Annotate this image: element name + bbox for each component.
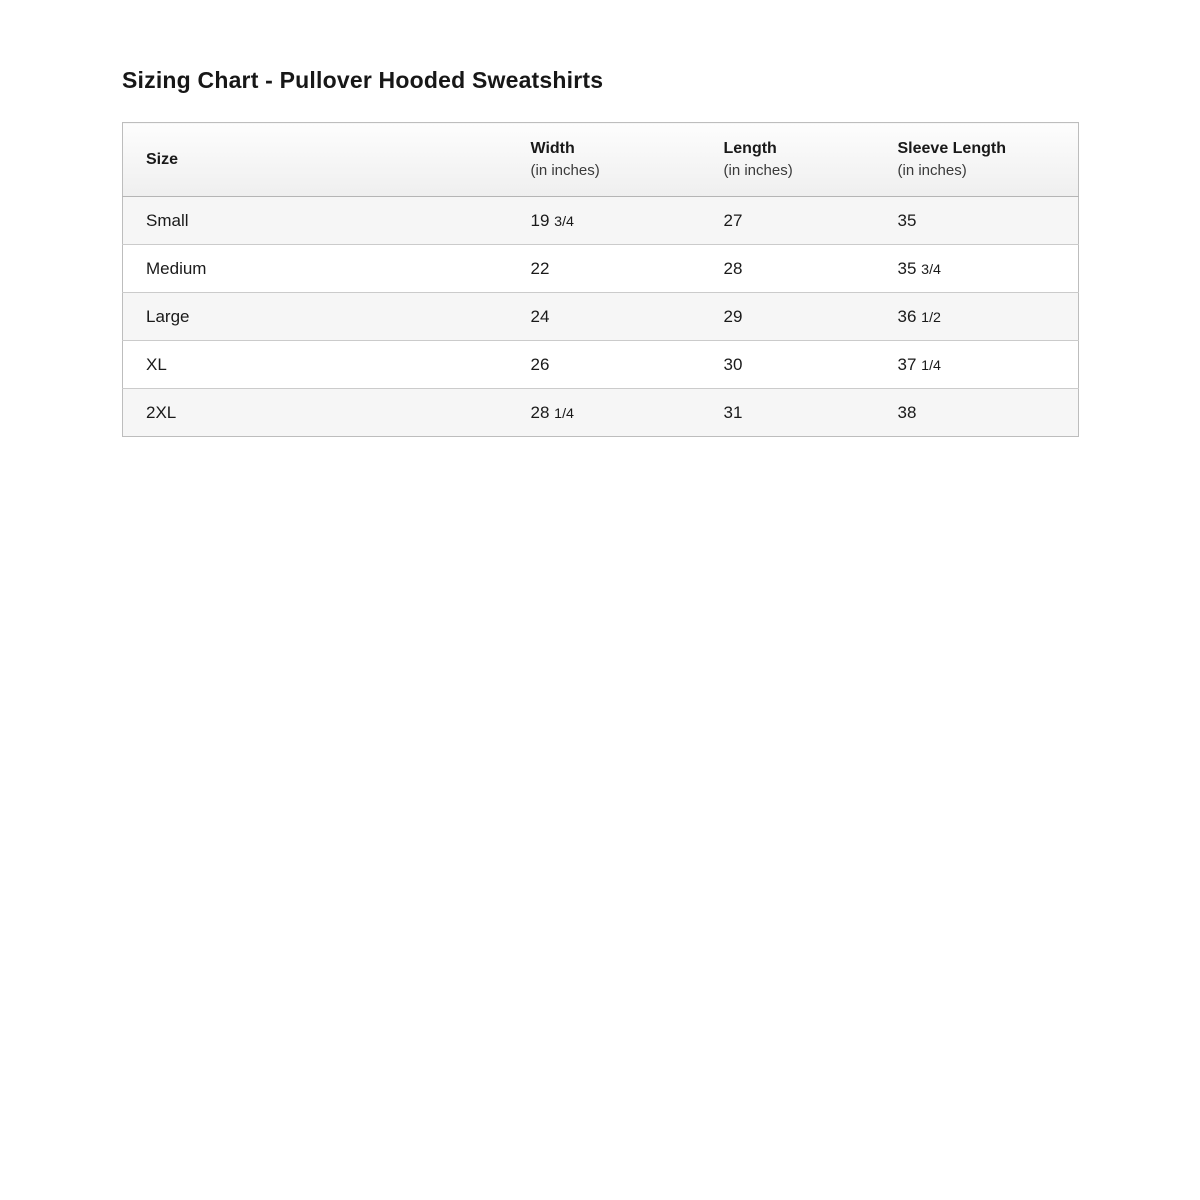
cell-sleeve-length: 36 1/2 — [875, 293, 1079, 341]
table-row-small — [123, 197, 1079, 245]
fraction: 3/4 — [921, 261, 941, 278]
cell-width: 26 — [508, 341, 701, 389]
cell-length: 28 — [701, 245, 875, 293]
cell-sleeve-length: 35 — [875, 197, 1079, 245]
column-label: Sleeve Length — [897, 140, 1006, 157]
column-header-size — [123, 123, 508, 197]
fraction: 1/4 — [921, 357, 941, 374]
table-row-2xl — [123, 389, 1079, 437]
fraction: 1/2 — [921, 309, 941, 326]
table-row-medium — [123, 245, 1079, 293]
cell-size: Medium — [123, 245, 508, 293]
fraction: 3/4 — [554, 213, 574, 230]
cell-width: 28 1/4 — [508, 389, 701, 437]
cell-size: Small — [123, 197, 508, 245]
column-label: Length — [723, 140, 777, 157]
column-label: Width — [530, 140, 575, 157]
cell-sleeve-length: 38 — [875, 389, 1079, 437]
cell-sleeve-length: 35 3/4 — [875, 245, 1079, 293]
cell-size: XL — [123, 341, 508, 389]
cell-length: 31 — [701, 389, 875, 437]
column-sublabel: (in inches) — [897, 162, 967, 179]
fraction: 1/4 — [554, 405, 574, 422]
page-title: Sizing Chart - Pullover Hooded Sweatshirts — [122, 67, 604, 93]
column-header-length — [701, 123, 875, 197]
header-row — [123, 123, 1079, 197]
table-row-large — [123, 293, 1079, 341]
cell-size: Large — [123, 293, 508, 341]
cell-sleeve-length: 37 1/4 — [875, 341, 1079, 389]
cell-length: 29 — [701, 293, 875, 341]
cell-length: 30 — [701, 341, 875, 389]
cell-size: 2XL — [123, 389, 508, 437]
column-sublabel: (in inches) — [530, 162, 600, 179]
cell-width: 19 3/4 — [508, 197, 701, 245]
table-header — [123, 123, 1079, 197]
column-header-sleeve-length — [875, 123, 1079, 197]
cell-length: 27 — [701, 197, 875, 245]
column-header-width — [508, 123, 701, 197]
cell-width: 24 — [508, 293, 701, 341]
table-body — [123, 197, 1079, 437]
column-label: Size — [146, 150, 179, 168]
column-sublabel: (in inches) — [723, 162, 793, 179]
sizing-chart-section — [122, 66, 1078, 437]
table-row-xl — [123, 341, 1079, 389]
cell-width: 22 — [508, 245, 701, 293]
sizing-table — [122, 122, 1079, 437]
